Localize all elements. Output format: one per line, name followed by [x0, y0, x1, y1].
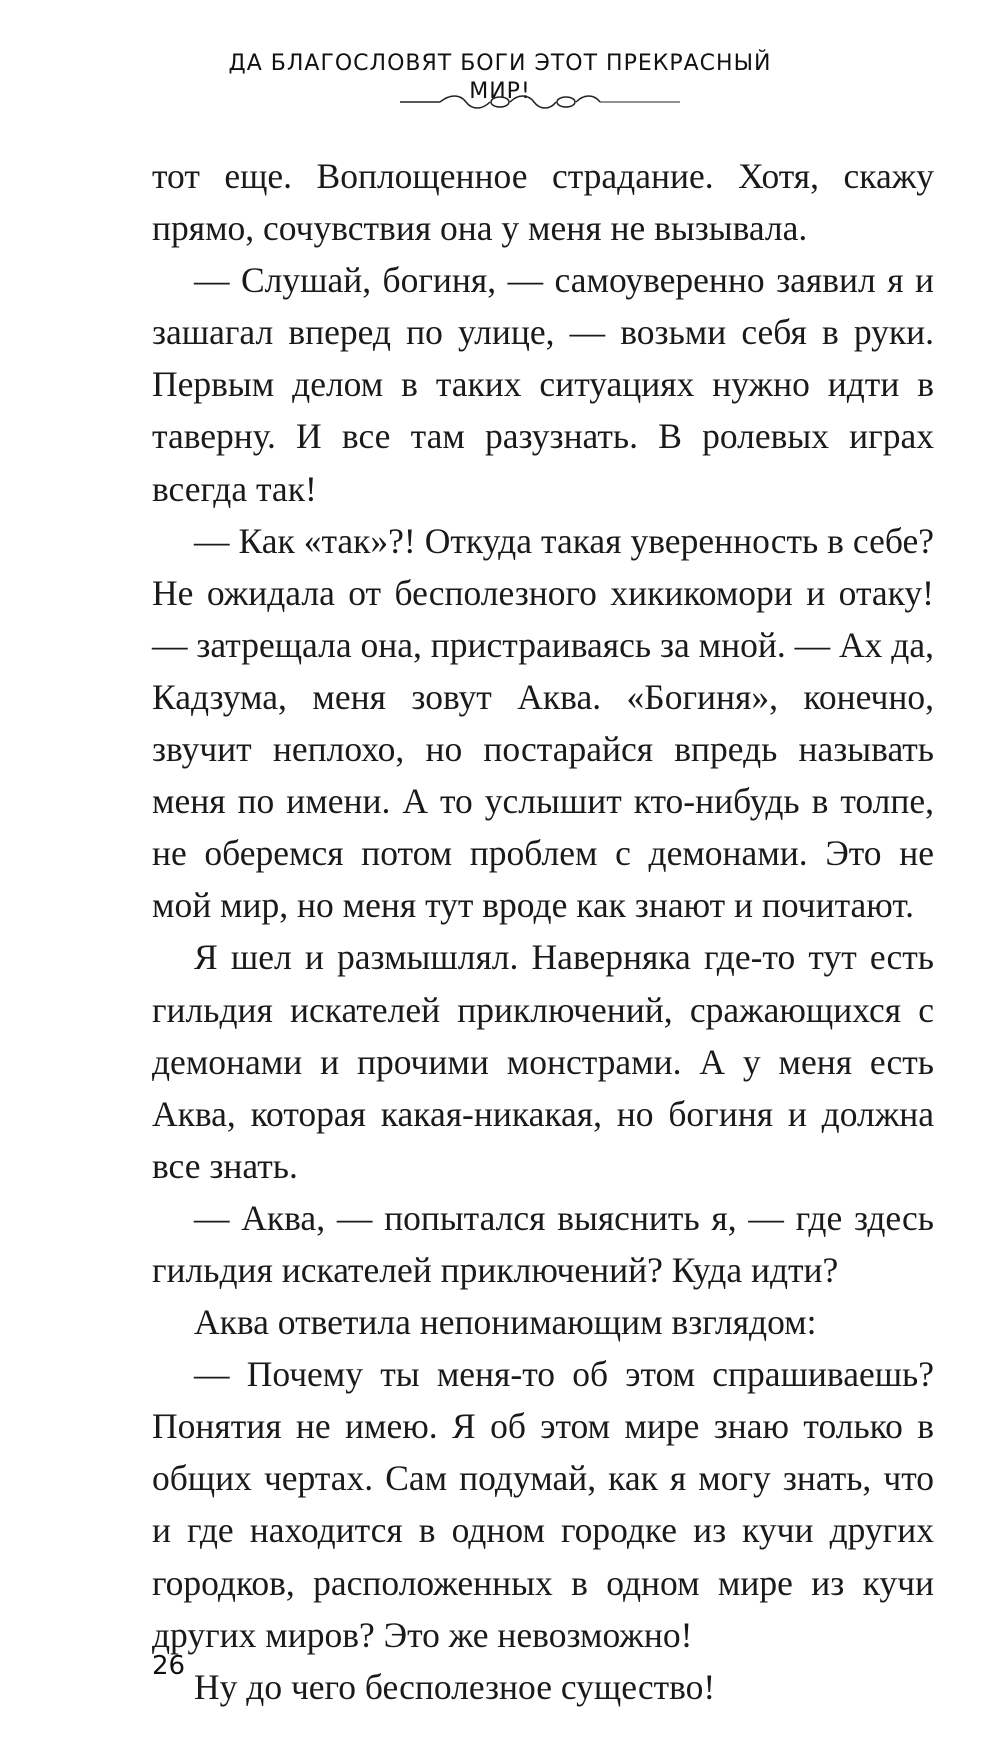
paragraph: — Аква, — попытался выяснить я, — где здесь гильдия искателей приключений? Куда идти? — [152, 1197, 934, 1290]
paragraph: Ну до чего бесполезное существо! — [194, 1666, 716, 1707]
body-text — [152, 150, 934, 1713]
running-title: ДА БЛАГОСЛОВЯТ БОГИ ЭТОТ ПРЕКРАСНЫЙ МИР! — [228, 51, 772, 104]
ornament-divider-icon — [400, 92, 680, 112]
page-number: 26 — [152, 1651, 186, 1681]
paragraph: Аква ответила непонимающим взглядом: — [194, 1302, 817, 1343]
paragraph: — Как «так»?! Откуда такая уверенность в себе? Не ожидала от бесполезного хикикомори и отаку! — затрещала она, пристраиваясь за мной. — Ах да, Кадзума, меня зовут Аква. «Богиня», конечно, звучит неплохо, но постарайся впредь называть меня по имени. А то услышит кто-нибудь в толпе, не оберемся потом проблем с демонами. Это не мой мир, но меня тут вроде как знают и почитают. — [152, 520, 934, 926]
paragraph: Я шел и размышлял. Наверняка где-то тут есть гильдия искателей приключений, сражающихся с демонами и прочими монстрами. А у меня есть Аква, которая какая-никакая, но богиня и должна все знать. — [152, 937, 934, 1186]
paragraph-continued: тот еще. Воплощенное страдание. Хотя, скажу прямо, сочувствия она у меня не вызывала. — [152, 156, 934, 249]
paragraph: — Почему ты меня-то об этом спрашиваешь? Понятия не имею. Я об этом мире знаю только в общих чертах. Сам подумай, как я могу знать, что и где находится в одном городке из кучи других городков, расположенных в одном мире из кучи других миров? Это же невозможно! — [152, 1354, 934, 1655]
paragraph: — Слушай, богиня, — самоуверенно заявил я и зашагал вперед по улице, — возьми себя в руки. Первым делом в таких ситуациях нужно идти в таверну. И все там разузнать. В ролевых играх всегда так! — [152, 260, 934, 509]
